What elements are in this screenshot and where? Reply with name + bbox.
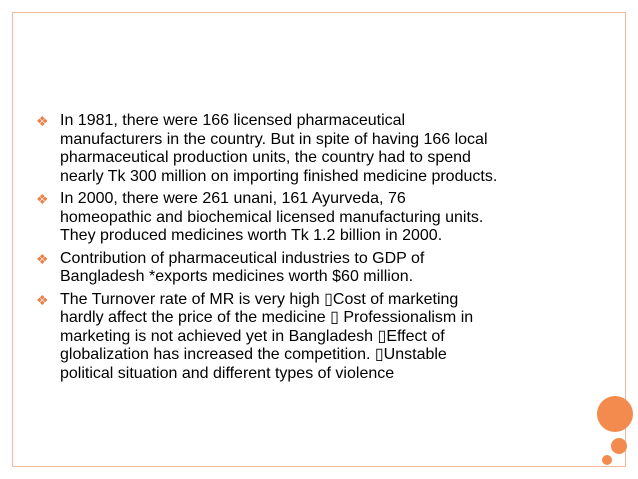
bullet-text: The Turnover rate of MR is very high ▯Cost of marketing hardly affect the price of the medicine ▯ Professionalism in marketing is not achieved yet in Bangladesh ▯Effect of globalization has increased the competition. ▯Unstable political situation and different types of violence	[60, 290, 474, 382]
bullet-item	[36, 112, 576, 186]
diamond-bullet-icon: ❖	[36, 291, 49, 308]
bullet-text: Contribution of pharmaceutical industries to GDP of Bangladesh *exports medicines worth $60 million.	[60, 249, 425, 285]
diamond-bullet-icon: ❖	[36, 191, 49, 207]
decorative-circle-medium	[611, 438, 627, 454]
bullet-item	[36, 291, 576, 384]
bullet-text: In 2000, there were 261 unani, 161 Ayurveda, 76 homeopathic and biochemical licensed manufacturing units. They produced medicines worth Tk 1.2 billion in 2000.	[60, 190, 484, 244]
diamond-bullet-icon: ❖	[36, 113, 49, 129]
diamond-bullet-icon: ❖	[36, 250, 49, 267]
bullet-text: In 1981, there were 166 licensed pharmaceutical manufacturers in the country. But in spite of having 166 local pharmaceutical production units, the country had to spend nearly Tk 300 million on importing finished medicine products.	[60, 112, 498, 185]
decorative-circle-large	[597, 396, 633, 432]
decorative-circle-small	[602, 455, 612, 465]
bullet-item	[36, 250, 576, 287]
bullet-item	[36, 190, 576, 246]
bullet-list	[36, 112, 576, 387]
